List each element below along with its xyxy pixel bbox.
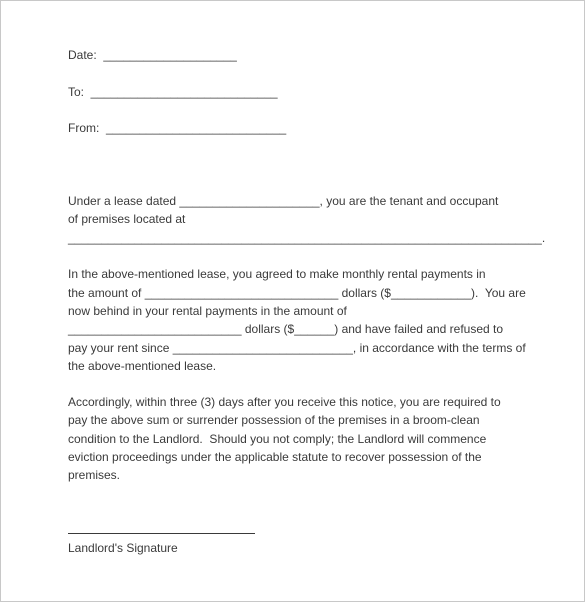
paragraph-line: Under a lease dated _____________________, you are the tenant and occupant	[68, 194, 499, 208]
paragraph-line: condition to the Landlord. Should you not comply; the Landlord will commence	[68, 432, 487, 446]
paragraph-line: eviction proceedings under the applicable statute to recover possession of the	[68, 450, 482, 464]
paragraph-line: the above-mentioned lease.	[68, 359, 217, 373]
from-field: From: ___________________________	[68, 121, 287, 135]
signature-line	[68, 533, 255, 534]
paragraph-line: In the above-mentioned lease, you agreed to make monthly rental payments in	[68, 267, 486, 281]
paragraph-line: pay your rent since ___________________________, in accordance with the terms of	[68, 341, 526, 355]
paragraph-line: _______________________________________________________________________.	[68, 231, 546, 245]
to-field: To: ____________________________	[68, 85, 278, 99]
paragraph-line: Accordingly, within three (3) days after you receive this notice, you are required to	[68, 395, 501, 409]
paragraph-line: the amount of _____________________________ dollars ($____________). You are	[68, 286, 526, 300]
signature-label: Landlord's Signature	[68, 541, 178, 555]
paragraph-line: of premises located at	[68, 212, 186, 226]
paragraph-line: pay the above sum or surrender possession of the premises in a broom-clean	[68, 413, 480, 427]
date-field: Date: ____________________	[68, 48, 237, 62]
paragraph-line: now behind in your rental payments in the amount of	[68, 304, 347, 318]
paragraph-line: __________________________ dollars ($______) and have failed and refused to	[68, 322, 504, 336]
paragraph-line: premises.	[68, 468, 121, 482]
